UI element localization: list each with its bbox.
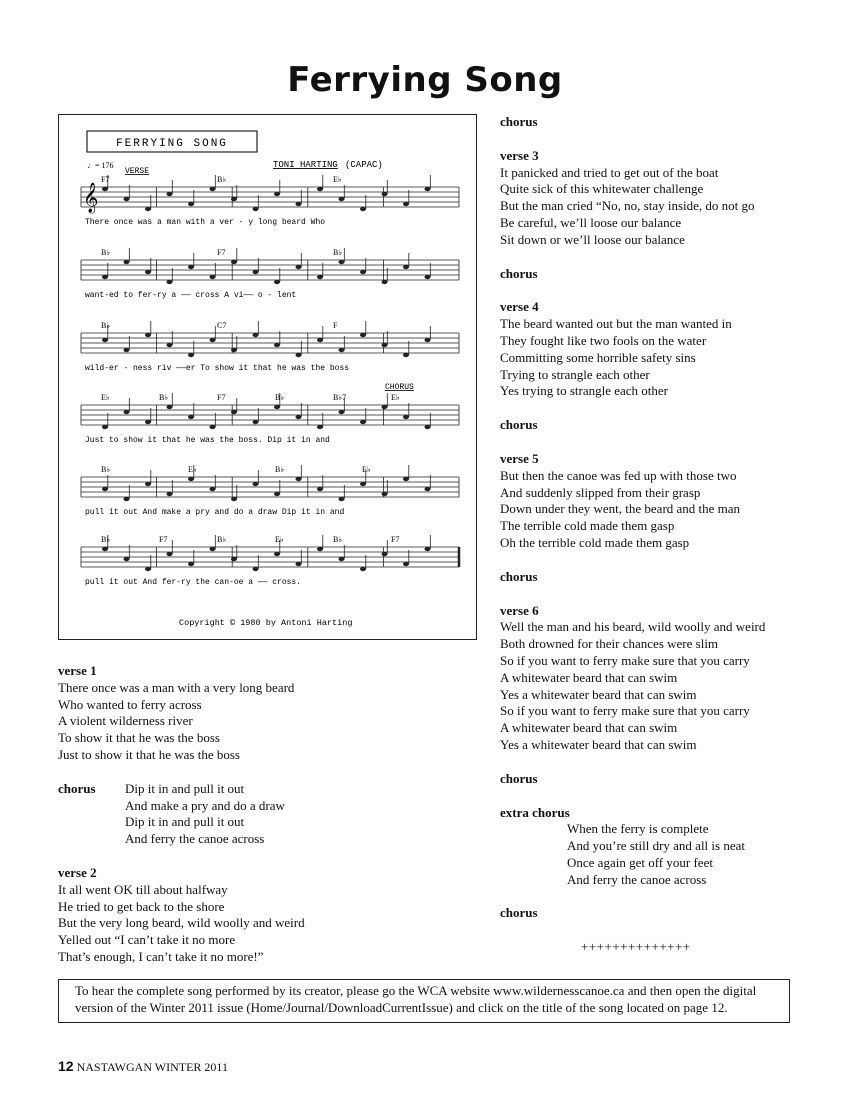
verse-3-line: Sit down or we’ll loose our balance bbox=[500, 231, 685, 247]
note-head bbox=[317, 338, 323, 342]
note-head bbox=[188, 477, 194, 481]
note-head bbox=[339, 260, 345, 264]
note-head bbox=[382, 280, 388, 284]
note-head bbox=[231, 260, 237, 264]
verse-6-line: Yes a whitewater beard that can swim bbox=[500, 686, 697, 702]
note-head bbox=[124, 410, 130, 414]
note-head bbox=[360, 482, 366, 486]
score-section-chorus: CHORUS bbox=[385, 383, 414, 392]
verse-2-line: That’s enough, I can’t take it no more!” bbox=[58, 948, 264, 964]
note-head bbox=[360, 207, 366, 211]
chorus-ref: chorus bbox=[500, 770, 538, 786]
verse-6-line: So if you want to ferry make sure that you carry bbox=[500, 652, 750, 668]
verse-5-line: Down under they went, the beard and the man bbox=[500, 501, 741, 517]
chord-symbol: B♭ bbox=[275, 393, 285, 402]
note-head bbox=[253, 420, 259, 424]
note-head bbox=[274, 552, 280, 556]
verse-6-line: Both drowned for their chances were slim bbox=[500, 636, 719, 652]
staves bbox=[81, 175, 459, 587]
note-head bbox=[274, 405, 280, 409]
verse-3-line: Be careful, we’ll loose our balance bbox=[500, 214, 682, 230]
verse-4-line: They fought like two fools on the water bbox=[500, 332, 707, 348]
score-rights: (CAPAC) bbox=[345, 160, 383, 170]
chorus-ref: chorus bbox=[500, 568, 538, 584]
note-head bbox=[124, 197, 130, 201]
chorus-line: And ferry the canoe across bbox=[125, 831, 265, 847]
note-head bbox=[296, 202, 302, 206]
verse-3-line: Quite sick of this whitewater challenge bbox=[500, 181, 704, 197]
verse-4-label: verse 4 bbox=[500, 299, 539, 315]
note-head bbox=[425, 547, 431, 551]
note-head bbox=[403, 265, 409, 269]
note-head bbox=[145, 420, 151, 424]
chord-symbol: B♭ bbox=[275, 465, 285, 474]
verse-1-line: To show it that he was the boss bbox=[58, 730, 220, 746]
score-lyric-line: There once was a man with a ver - y long beard Who bbox=[85, 218, 326, 227]
verse-2-label: verse 2 bbox=[58, 864, 97, 880]
chorus-block bbox=[58, 781, 458, 798]
chord-symbol: E♭ bbox=[275, 535, 284, 544]
note-head bbox=[274, 280, 280, 284]
note-head bbox=[360, 270, 366, 274]
note-head bbox=[145, 567, 151, 571]
lyrics-right-column bbox=[500, 114, 800, 956]
note-head bbox=[339, 497, 345, 501]
note-head bbox=[210, 338, 216, 342]
verse-3-line: It panicked and tried to get out of the boat bbox=[500, 164, 719, 180]
score-section-verse: VERSE bbox=[125, 167, 150, 176]
verse-1-line: Who wanted to ferry across bbox=[58, 696, 202, 712]
verse-1-label: verse 1 bbox=[58, 663, 97, 678]
extra-chorus-line: And ferry the canoe across bbox=[567, 871, 707, 887]
verse-1-line: A violent wilderness river bbox=[58, 713, 193, 729]
chord-symbol: B♭7 bbox=[333, 393, 347, 402]
note-head bbox=[124, 557, 130, 561]
chord-symbol: F bbox=[333, 321, 338, 330]
sheet-music bbox=[58, 114, 477, 640]
verse-6-label: verse 6 bbox=[500, 602, 539, 618]
page-title: Ferrying Song bbox=[287, 60, 563, 100]
chord-symbol: C7 bbox=[217, 321, 227, 330]
chord-symbol: B♭ bbox=[159, 393, 169, 402]
chord-symbol: F7 bbox=[217, 248, 226, 257]
note-head bbox=[274, 192, 280, 196]
note-head bbox=[382, 192, 388, 196]
note-head bbox=[425, 338, 431, 342]
note-head bbox=[425, 487, 431, 491]
verse-4-line: Yes trying to strangle each other bbox=[500, 383, 669, 399]
chord-symbol: B♭ bbox=[101, 248, 111, 257]
note-head bbox=[102, 187, 108, 191]
verse-6-line: Well the man and his beard, wild woolly and weird bbox=[500, 619, 766, 635]
note-head bbox=[124, 497, 130, 501]
chorus-line: Dip it in and pull it out bbox=[125, 814, 245, 830]
verse-3-label: verse 3 bbox=[500, 147, 539, 163]
note-head bbox=[382, 492, 388, 496]
note-head bbox=[425, 187, 431, 191]
chorus-ref: chorus bbox=[500, 905, 538, 921]
note-head bbox=[274, 343, 280, 347]
verse-4-line: Committing some horrible safety sins bbox=[500, 349, 696, 365]
note-head bbox=[167, 405, 173, 409]
chord-symbol: E♭ bbox=[391, 393, 400, 402]
note-head bbox=[403, 353, 409, 357]
note-head bbox=[317, 425, 323, 429]
note-head bbox=[210, 187, 216, 191]
note-head bbox=[296, 562, 302, 566]
note-head bbox=[403, 202, 409, 206]
chorus-ref: chorus bbox=[500, 417, 538, 433]
chorus-line: Dip it in and pull it out bbox=[125, 780, 245, 796]
verse-1-line: Just to show it that he was the boss bbox=[58, 746, 240, 762]
note-head bbox=[231, 557, 237, 561]
note-head bbox=[274, 492, 280, 496]
verse-5-line: But then the canoe was fed up with those two bbox=[500, 467, 737, 483]
verse-5-line: And suddenly slipped from their grasp bbox=[500, 484, 701, 500]
chorus-ref: chorus bbox=[500, 114, 538, 129]
sheet-music-drawing bbox=[59, 115, 476, 639]
note-head bbox=[253, 207, 259, 211]
verse-6-line: A whitewater beard that can swim bbox=[500, 669, 678, 685]
verse-5-label: verse 5 bbox=[500, 450, 539, 466]
note-head bbox=[339, 348, 345, 352]
note-head bbox=[403, 477, 409, 481]
chord-symbol: F7 bbox=[159, 535, 168, 544]
note-head bbox=[296, 265, 302, 269]
publication-name: NASTAWGAN WINTER 2011 bbox=[76, 1060, 228, 1074]
extra-chorus-label: extra chorus bbox=[500, 804, 570, 820]
chord-symbol: B♭ bbox=[101, 535, 111, 544]
note-head bbox=[231, 197, 237, 201]
note-head bbox=[382, 405, 388, 409]
verse-6-line: Yes a whitewater beard that can swim bbox=[500, 736, 697, 752]
verse-2-line: Yelled out “I can’t take it no more bbox=[58, 932, 236, 948]
note-head bbox=[145, 482, 151, 486]
note-head bbox=[167, 552, 173, 556]
note-head bbox=[253, 567, 259, 571]
lyrics-left-column bbox=[58, 663, 458, 966]
chord-symbol: F7 bbox=[391, 535, 400, 544]
note-head bbox=[145, 333, 151, 337]
score-title: FERRYING SONG bbox=[116, 138, 228, 150]
verse-3-line: But the man cried “No, no, stay inside, do not go bbox=[500, 198, 755, 214]
verse-4-line: The beard wanted out but the man wanted in bbox=[500, 316, 732, 332]
chord-symbol: E♭ bbox=[362, 465, 371, 474]
note-head bbox=[167, 492, 173, 496]
note-head bbox=[339, 410, 345, 414]
chord-symbol: E♭ bbox=[188, 465, 197, 474]
note-head bbox=[231, 497, 237, 501]
note-head bbox=[425, 275, 431, 279]
note-head bbox=[145, 207, 151, 211]
listen-note: To hear the complete song performed by its creator, please go the WCA website www.wildernesscanoe.ca and then open the digital version of the Winter 2011 issue (Home/Journal/DownloadCurrentIssue) and click on the title of the song located on page 12. bbox=[58, 979, 790, 1023]
note-head bbox=[339, 197, 345, 201]
chord-symbol: B♭ bbox=[333, 535, 343, 544]
chorus-ref: chorus bbox=[500, 265, 538, 281]
score-lyric-line: pull it out And fer-ry the can-oe a —— cross. bbox=[85, 578, 302, 587]
note-head bbox=[102, 425, 108, 429]
chord-symbol: B♭ bbox=[217, 535, 227, 544]
page-number: 12 bbox=[58, 1058, 74, 1074]
chord-symbol: B♭ bbox=[101, 321, 111, 330]
note-head bbox=[145, 270, 151, 274]
note-head bbox=[360, 420, 366, 424]
chorus-label: chorus bbox=[58, 780, 96, 796]
chord-symbol: E♭ bbox=[333, 175, 342, 184]
verse-5-line: The terrible cold made them gasp bbox=[500, 518, 675, 534]
note-head bbox=[403, 415, 409, 419]
note-head bbox=[102, 487, 108, 491]
score-tempo: ♩= 176 bbox=[87, 161, 114, 170]
chord-symbol: B♭ bbox=[217, 175, 227, 184]
note-head bbox=[231, 410, 237, 414]
note-head bbox=[296, 415, 302, 419]
note-head bbox=[253, 333, 259, 337]
verse-6-line: A whitewater beard that can swim bbox=[500, 720, 678, 736]
note-head bbox=[210, 547, 216, 551]
end-mark: ++++++++++++++ bbox=[581, 939, 691, 955]
extra-chorus-line: Once again get off your feet bbox=[567, 854, 713, 870]
verse-1-line: There once was a man with a very long beard bbox=[58, 679, 295, 695]
score-lyric-line: want-ed to fer-ry a —— cross A vi—— o - lent bbox=[85, 291, 297, 300]
chord-symbol: E♭ bbox=[101, 393, 110, 402]
note-head bbox=[210, 275, 216, 279]
note-head bbox=[317, 487, 323, 491]
note-head bbox=[317, 187, 323, 191]
note-head bbox=[253, 482, 259, 486]
score-lyric-line: wild-er - ness riv ——er To show it that he was the boss bbox=[85, 364, 350, 373]
treble-clef-icon: 𝄞 bbox=[83, 183, 99, 213]
verse-6-line: So if you want to ferry make sure that you carry bbox=[500, 703, 750, 719]
extra-chorus-line: When the ferry is complete bbox=[567, 821, 709, 837]
chord-symbol: B♭ bbox=[101, 465, 111, 474]
note-head bbox=[188, 202, 194, 206]
note-head bbox=[296, 477, 302, 481]
note-head bbox=[188, 562, 194, 566]
note-head bbox=[382, 552, 388, 556]
note-head bbox=[167, 343, 173, 347]
note-head bbox=[253, 270, 259, 274]
score-lyric-line: Just to show it that he was the boss. Dip it in and bbox=[85, 436, 330, 445]
note-head bbox=[102, 275, 108, 279]
chorus-line: And make a pry and do a draw bbox=[125, 797, 285, 813]
note-head bbox=[382, 343, 388, 347]
note-head bbox=[210, 487, 216, 491]
note-head bbox=[317, 275, 323, 279]
extra-chorus-line: And you’re still dry and all is neat bbox=[567, 838, 745, 854]
note-head bbox=[317, 547, 323, 551]
note-head bbox=[210, 425, 216, 429]
note-head bbox=[188, 265, 194, 269]
page-footer bbox=[58, 1058, 228, 1075]
note-head bbox=[102, 547, 108, 551]
note-head bbox=[403, 562, 409, 566]
note-head bbox=[360, 333, 366, 337]
note-head bbox=[167, 192, 173, 196]
note-head bbox=[360, 567, 366, 571]
verse-2-line: It all went OK till about halfway bbox=[58, 881, 228, 897]
note-head bbox=[188, 353, 194, 357]
chord-symbol: B♭ bbox=[333, 248, 343, 257]
note-head bbox=[231, 348, 237, 352]
note-head bbox=[339, 557, 345, 561]
chord-symbol: F7 bbox=[101, 175, 110, 184]
verse-2-line: But the very long beard, wild woolly and weird bbox=[58, 915, 305, 931]
verse-2-line: He tried to get back to the shore bbox=[58, 898, 225, 914]
score-copyright: Copyright © 1980 by Antoni Harting bbox=[179, 618, 353, 628]
note-head bbox=[102, 338, 108, 342]
score-lyric-line: pull it out And make a pry and do a draw Dip it in and bbox=[85, 508, 345, 517]
note-head bbox=[167, 280, 173, 284]
note-head bbox=[124, 260, 130, 264]
note-head bbox=[188, 415, 194, 419]
score-composer: TONI HARTING bbox=[273, 160, 338, 170]
note-head bbox=[425, 425, 431, 429]
chord-symbol: F7 bbox=[217, 393, 226, 402]
note-head bbox=[124, 348, 130, 352]
verse-5-line: Oh the terrible cold made them gasp bbox=[500, 534, 690, 550]
note-head bbox=[296, 353, 302, 357]
verse-4-line: Trying to strangle each other bbox=[500, 366, 650, 382]
